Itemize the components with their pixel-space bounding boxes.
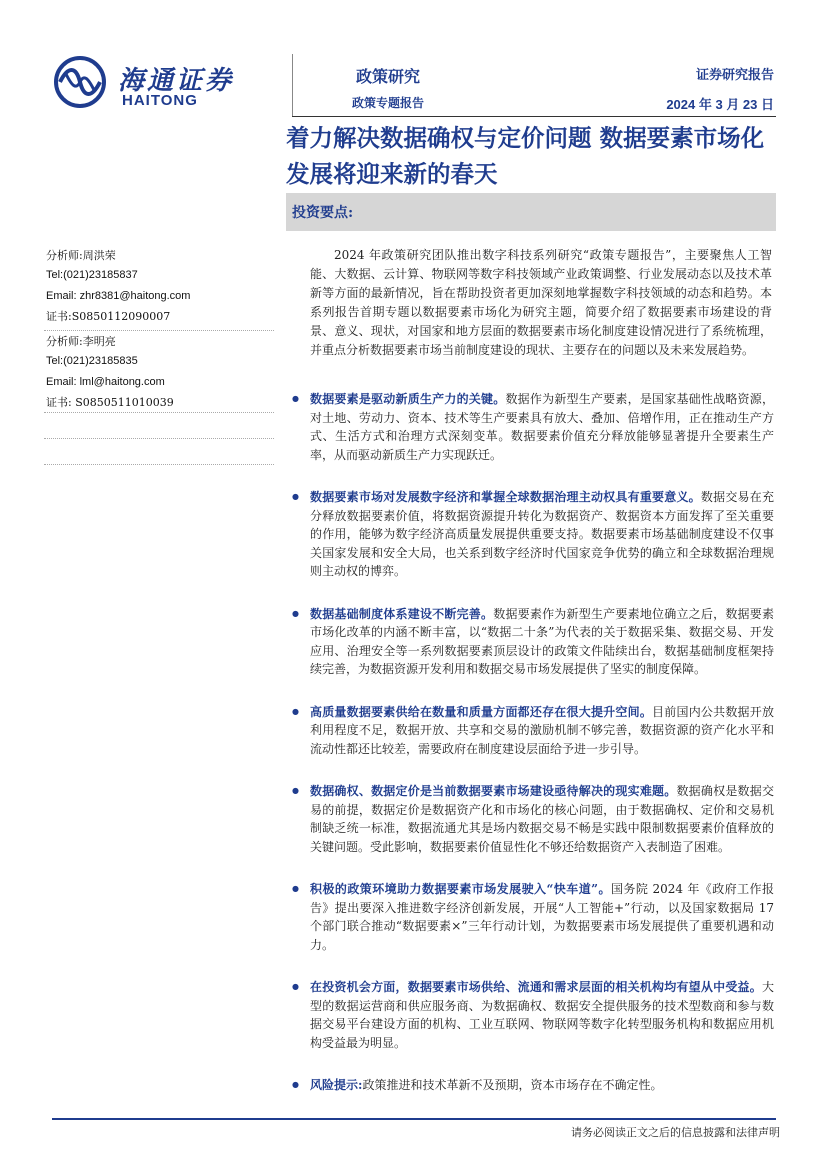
analyst-separator: [44, 330, 274, 331]
key-point-lead: 数据基础制度体系建设不断完善。: [310, 606, 494, 621]
key-point-text: 数据交易在充分释放数据要素价值，将数据资源提升转化为数据资产、数据资本方面发挥了至关重要的作用，能够为数字经济高质量发展提供重要支持。数据要素市场基础制度建设不仅事关国家发展和安全大局，也关系到数字经济时代国家竞争优势的确立和全球数据治理规则主动权的博弈。: [310, 490, 774, 578]
key-point: [292, 703, 774, 759]
analyst-email: Email: lml@haitong.com: [46, 376, 165, 388]
key-point: [292, 390, 774, 464]
report-title: 着力解决数据确权与定价问题 数据要素市场化发展将迎来新的春天: [286, 124, 765, 188]
analyst-tel: Tel:(021)23185835: [46, 355, 138, 367]
key-point-text: 国务院 2024 年《政府工作报告》提出要深入推进数字经济创新发展，开展“人工智能+”行动，以及国家数据局 17 个部门联合推动“数据要素×”三年行动计划，为数据要素市场发展提供了重要机遇和动力。: [310, 882, 775, 952]
section-label: 投资要点:: [292, 205, 354, 221]
key-point-text: 数据作为新型生产要素，是国家基础性战略资源，对土地、劳动力、资本、技术等生产要素具有放大、叠加、倍增作用，正在推动生产方式、生活方式和治理方式深刻变革。数据要素价值充分释放能够显著提升全要素生产率，从而驱动新质生产力实现跃迁。: [310, 392, 774, 462]
risk-point: [292, 1076, 774, 1095]
key-point: [292, 782, 774, 856]
section-bar: [286, 193, 776, 231]
header-rule: [292, 116, 776, 117]
intro-paragraph: 2024 年政策研究团队推出数字科技系列研究“政策专题报告”，主要聚焦人工智能、大数据、云计算、物联网等数字科技领域产业政策调整、行业发展动态以及技术革新等方面的最新情况，旨在帮助投资者更加深刻地掌握数字科技领域的动态和趋势。本系列报告首期专题以数据要素市场化为研究主题，简要介绍了数据要素市场建设的背景、意义、现状，对国家和地方层面的数据要素市场化制度建设情况进行了系统梳理，并重点分析数据要素市场当前制度建设的现状、主要存在的问题以及未来发展趋势。: [310, 248, 772, 357]
key-point: [292, 605, 774, 679]
analyst-block: [46, 248, 276, 325]
report-type: 证券研究报告: [695, 68, 774, 83]
key-points-list: [292, 390, 774, 1119]
brand-name-cn: 海通证券: [118, 66, 235, 96]
analyst-name: 分析师:李明亮: [46, 335, 116, 348]
analyst-separator: [44, 438, 274, 439]
analyst-name: 分析师:周洪荣: [46, 249, 116, 262]
key-point-lead: 数据确权、数据定价是当前数据要素市场建设亟待解决的现实难题。: [310, 784, 677, 798]
key-point-text: 大型的数据运营商和供应服务商、为数据确权、数据安全提供服务的技术型数商和参与数据交易平台建设方面的机构、工业互联网、物联网等数字化转型服务机构和数据应用机构受益最为明显。: [310, 980, 774, 1050]
key-point: [292, 978, 774, 1052]
key-point: [292, 488, 774, 581]
brand-name-en: HAITONG: [122, 92, 198, 109]
analyst-cert: 证书: S0850511010039: [46, 396, 174, 409]
analyst-separator: [44, 412, 274, 413]
analyst-email: Email: zhr8381@haitong.com: [46, 290, 191, 302]
key-point-lead: 在投资机会方面，数据要素市场供给、流通和需求层面的相关机构均有望从中受益。: [310, 980, 762, 994]
key-point-text: 数据要素作为新型生产要素地位确立之后，数据要素市场化改革的内涵不断丰富，以“数据二十条”为代表的关于数据采集、数据交易、开发应用、治理安全等一系列数据要素顶层设计的政策文件陆续出台，数据基础制度框架持续完善，为数据资源开发利用和数据交易市场发展提供了坚实的制度保障。: [310, 606, 774, 676]
report-date: 2024 年 3 月 23 日: [666, 97, 774, 112]
key-point-lead: 数据要素是驱动新质生产力的关键。: [310, 392, 506, 406]
report-subcategory: 政策专题报告: [351, 96, 424, 110]
footer-disclaimer: 请务必阅读正文之后的信息披露和法律声明: [571, 1126, 780, 1139]
haitong-logo-icon: [52, 56, 108, 108]
key-point: [292, 880, 774, 954]
key-point-lead: 积极的政策环境助力数据要素市场发展驶入“快车道”。: [310, 882, 611, 896]
key-point-text: 目前国内公共数据开放利用程度不足，数据开放、共享和交易的激励机制不够完善，数据资源的资产化水平和流动性都还比较差，需要政府在制度建设层面给予进一步引导。: [310, 704, 774, 756]
analyst-cert: 证书:S0850112090007: [46, 310, 171, 323]
risk-lead: 风险提示:: [310, 1078, 363, 1092]
analyst-separator: [44, 464, 274, 465]
key-point-lead: 高质量数据要素供给在数量和质量方面都还存在很大提升空间。: [310, 704, 653, 719]
key-point-lead: 数据要素市场对发展数字经济和掌握全球数据治理主动权具有重要意义。: [310, 490, 701, 504]
analyst-block: [46, 334, 276, 411]
analyst-tel: Tel:(021)23185837: [46, 269, 138, 281]
footer-rule: [52, 1118, 776, 1120]
report-category: 政策研究: [355, 67, 420, 86]
key-point-text: 数据确权是数据交易的前提，数据定价是数据资产化和市场化的核心问题，由于数据确权、定价和交易机制缺乏统一标准，数据流通尤其是场内数据交易不畅是实践中限制数据要素价值释放的关键问题。受此影响，数据要素价值显性化不够还给数据资产入表制造了困难。: [310, 784, 774, 854]
risk-text: 政策推进和技术革新不及预期，资本市场存在不确定性。: [362, 1078, 663, 1092]
